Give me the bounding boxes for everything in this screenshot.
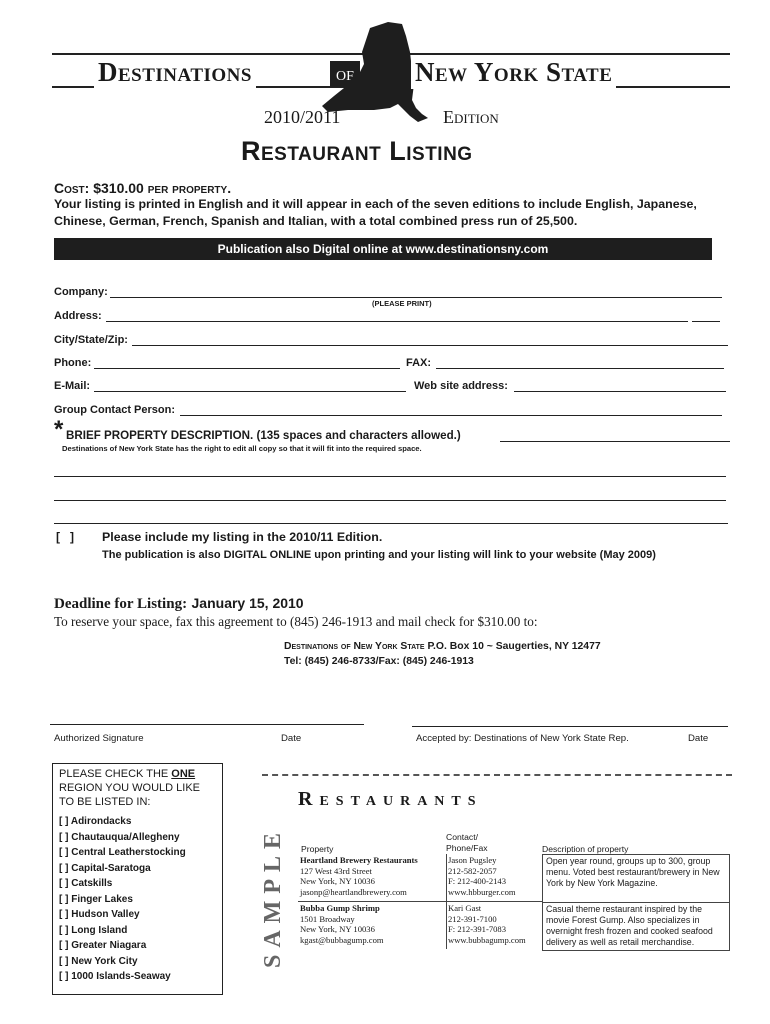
sample-row-1-fax: F: 212-400-2143 [448,876,507,886]
region-heading [59,767,215,809]
accepted-by-label: Accepted by: Destinations of New York State Rep. [416,733,629,744]
sample-col-contact-line2: Phone/Fax [446,843,488,853]
sample-row-1-name: Heartland Brewery Restaurants [300,855,418,865]
region-capital-saratoga[interactable]: [ ] Capital-Saratoga [59,862,151,874]
sample-row-2-contact-name: Kari Gast [448,903,482,913]
website-field[interactable] [514,391,726,392]
region-catskills[interactable]: [ ] Catskills [59,878,113,889]
region-long-island[interactable]: [ ] Long Island [59,924,128,936]
phone-label: Phone: [54,357,92,369]
sample-row-1-addr1: 127 West 43rd Street [300,865,372,876]
sample-row-1-property [300,855,446,897]
fax-field[interactable] [436,368,724,369]
region-heading-pre: PLEASE CHECK THE [59,768,172,780]
description-field-line-1[interactable] [500,441,730,442]
mailing-name: Destinations of New York State [284,641,425,652]
address-field[interactable] [106,321,688,322]
page-title: Restaurant Listing [241,136,473,166]
include-checkbox[interactable]: [ ] [56,530,74,544]
title-destinations: Destinations [94,55,256,89]
cost-line [54,180,231,196]
company-label: Company: [54,286,108,298]
region-selection-box [52,763,223,995]
sample-row-2 [298,902,728,949]
include-subtext: The publication is also DIGITAL ONLINE upon printing and your listing will link to your website (May 2009) [102,549,656,561]
group-contact-field[interactable] [180,415,722,416]
email-field[interactable] [94,391,406,392]
mailing-box: P.O. Box 10 ~ Saugerties, NY 12477 [427,641,601,652]
sample-row-1-description: Open year round, groups up to 300, group menu. Voted best restaurant/brewery in New York by New York Magazine. [542,854,730,903]
region-list [59,814,186,985]
region-chautauqua-allegheny[interactable]: [ ] Chautauqua/Allegheny [59,831,180,843]
include-text: Please include my listing in the 2010/11 Edition. [102,530,383,544]
region-new-york-city[interactable]: [ ] New York City [59,955,138,967]
address-field-extra[interactable] [692,321,720,322]
sample-heading: Restaurants [298,788,483,810]
sample-row-2-addr2: New York, NY 10036 [300,924,375,934]
sample-row-1-addr2: New York, NY 10036 [300,876,375,886]
region-1000-islands-seaway[interactable]: [ ] 1000 Islands-Seaway [59,971,171,982]
sample-row-2-phone: 212-391-7100 [448,913,497,924]
region-greater-niagara[interactable]: [ ] Greater Niagara [59,940,147,951]
fax-label: FAX: [406,357,432,369]
region-hudson-valley[interactable]: [ ] Hudson Valley [59,909,140,920]
sample-row-2-description: Casual theme restaurant inspired by the movie Forest Gump. Also specializes in overnight fresh frozen and cooked seafood delivery as well as retail merchandise. [542,902,730,951]
sample-col-property: Property [301,844,334,854]
reserve-text: To reserve your space, fax this agreement to (845) 246-1913 and mail check for $310.00 to: [54,614,538,629]
city-state-zip-field[interactable] [132,345,728,346]
sample-row-1-email: jasonp@heartlandbrewery.com [300,886,407,897]
mailing-phone: Tel: (845) 246-8733/Fax: (845) 246-1913 [284,656,474,667]
authorized-signature-label: Authorized Signature [54,733,144,744]
edition-year: 2010/2011 [264,107,341,127]
region-heading-one: ONE [171,768,196,780]
sample-row-1-divider-a [446,854,447,901]
sample-row-1 [298,854,728,901]
sample-row-2-name: Bubba Gump Shrimp [300,903,380,913]
region-heading-post: REGION YOU WOULD LIKE TO BE LISTED IN: [59,782,200,808]
sample-row-2-contact [448,903,540,945]
region-central-leatherstocking[interactable]: [ ] Central Leatherstocking [59,847,186,858]
deadline-date: January 15, 2010 [191,595,304,611]
sample-dashed-rule [262,774,732,776]
sample-row-1-web: www.hbburger.com [448,886,516,897]
deadline-label: Deadline for Listing: [54,596,188,612]
address-label: Address: [54,310,102,322]
title-new-york-state: New York State [411,55,616,89]
sample-row-1-contact [448,855,540,897]
cost-label: Cost: [54,180,90,196]
description-asterisk: * [54,416,64,443]
description-label: BRIEF PROPERTY DESCRIPTION. (135 spaces and characters allowed.) [66,429,461,442]
description-note: Destinations of New York State has the right to edit all copy so that it will fit into the required space. [62,444,422,453]
group-contact-label: Group Contact Person: [54,404,176,416]
sample-row-2-addr1: 1501 Broadway [300,913,355,924]
city-state-zip-label: City/State/Zip: [54,334,128,346]
cost-suffix: per property. [147,180,232,196]
website-label: Web site address: [414,380,508,392]
intro-text: Your listing is printed in English and it will appear in each of the seven editions to include English, Japanese, Chinese, German, French, Spanish and Italian, with a total combined press run of 25,500. [54,197,697,228]
region-finger-lakes[interactable]: [ ] Finger Lakes [59,893,133,905]
title-of: of [330,61,360,87]
signature-date-label: Date [281,733,302,744]
email-label: E-Mail: [54,380,91,392]
cost-amount: $310.00 [93,180,144,196]
sample-col-contact [446,832,488,854]
accepted-signature-field[interactable] [412,726,728,727]
mailing-address [284,641,601,652]
sample-row-1-contact-name: Jason Pugsley [448,855,497,865]
sample-vertical-label: SAMPLE [260,825,286,968]
description-field-line-3[interactable] [54,500,726,501]
region-adirondacks[interactable]: [ ] Adirondacks [59,816,132,827]
company-field[interactable] [110,297,722,298]
accepted-date-label: Date [688,733,709,744]
sample-row-2-fax: F: 212-391-7083 [448,924,507,934]
sample-row-2-email: kgast@bubbagump.com [300,934,384,945]
sample-col-description: Description of property [542,844,629,854]
please-print-note: (PLEASE PRINT) [372,299,432,308]
sample-row-1-phone: 212-582-2057 [448,865,497,876]
description-field-line-2[interactable] [54,476,726,477]
deadline-line [54,595,304,613]
edition-label: Edition [443,107,499,127]
digital-banner: Publication also Digital online at www.destinationsny.com [54,238,712,260]
authorized-signature-field[interactable] [50,724,364,725]
sample-row-2-divider-a [446,902,447,949]
sample-col-contact-line1: Contact/ [446,832,479,842]
sample-row-2-web: www.bubbagump.com [448,934,526,945]
phone-field[interactable] [94,368,400,369]
description-field-line-4[interactable] [54,523,728,524]
sample-row-2-property [300,903,446,945]
sample-row-divider [298,901,542,902]
